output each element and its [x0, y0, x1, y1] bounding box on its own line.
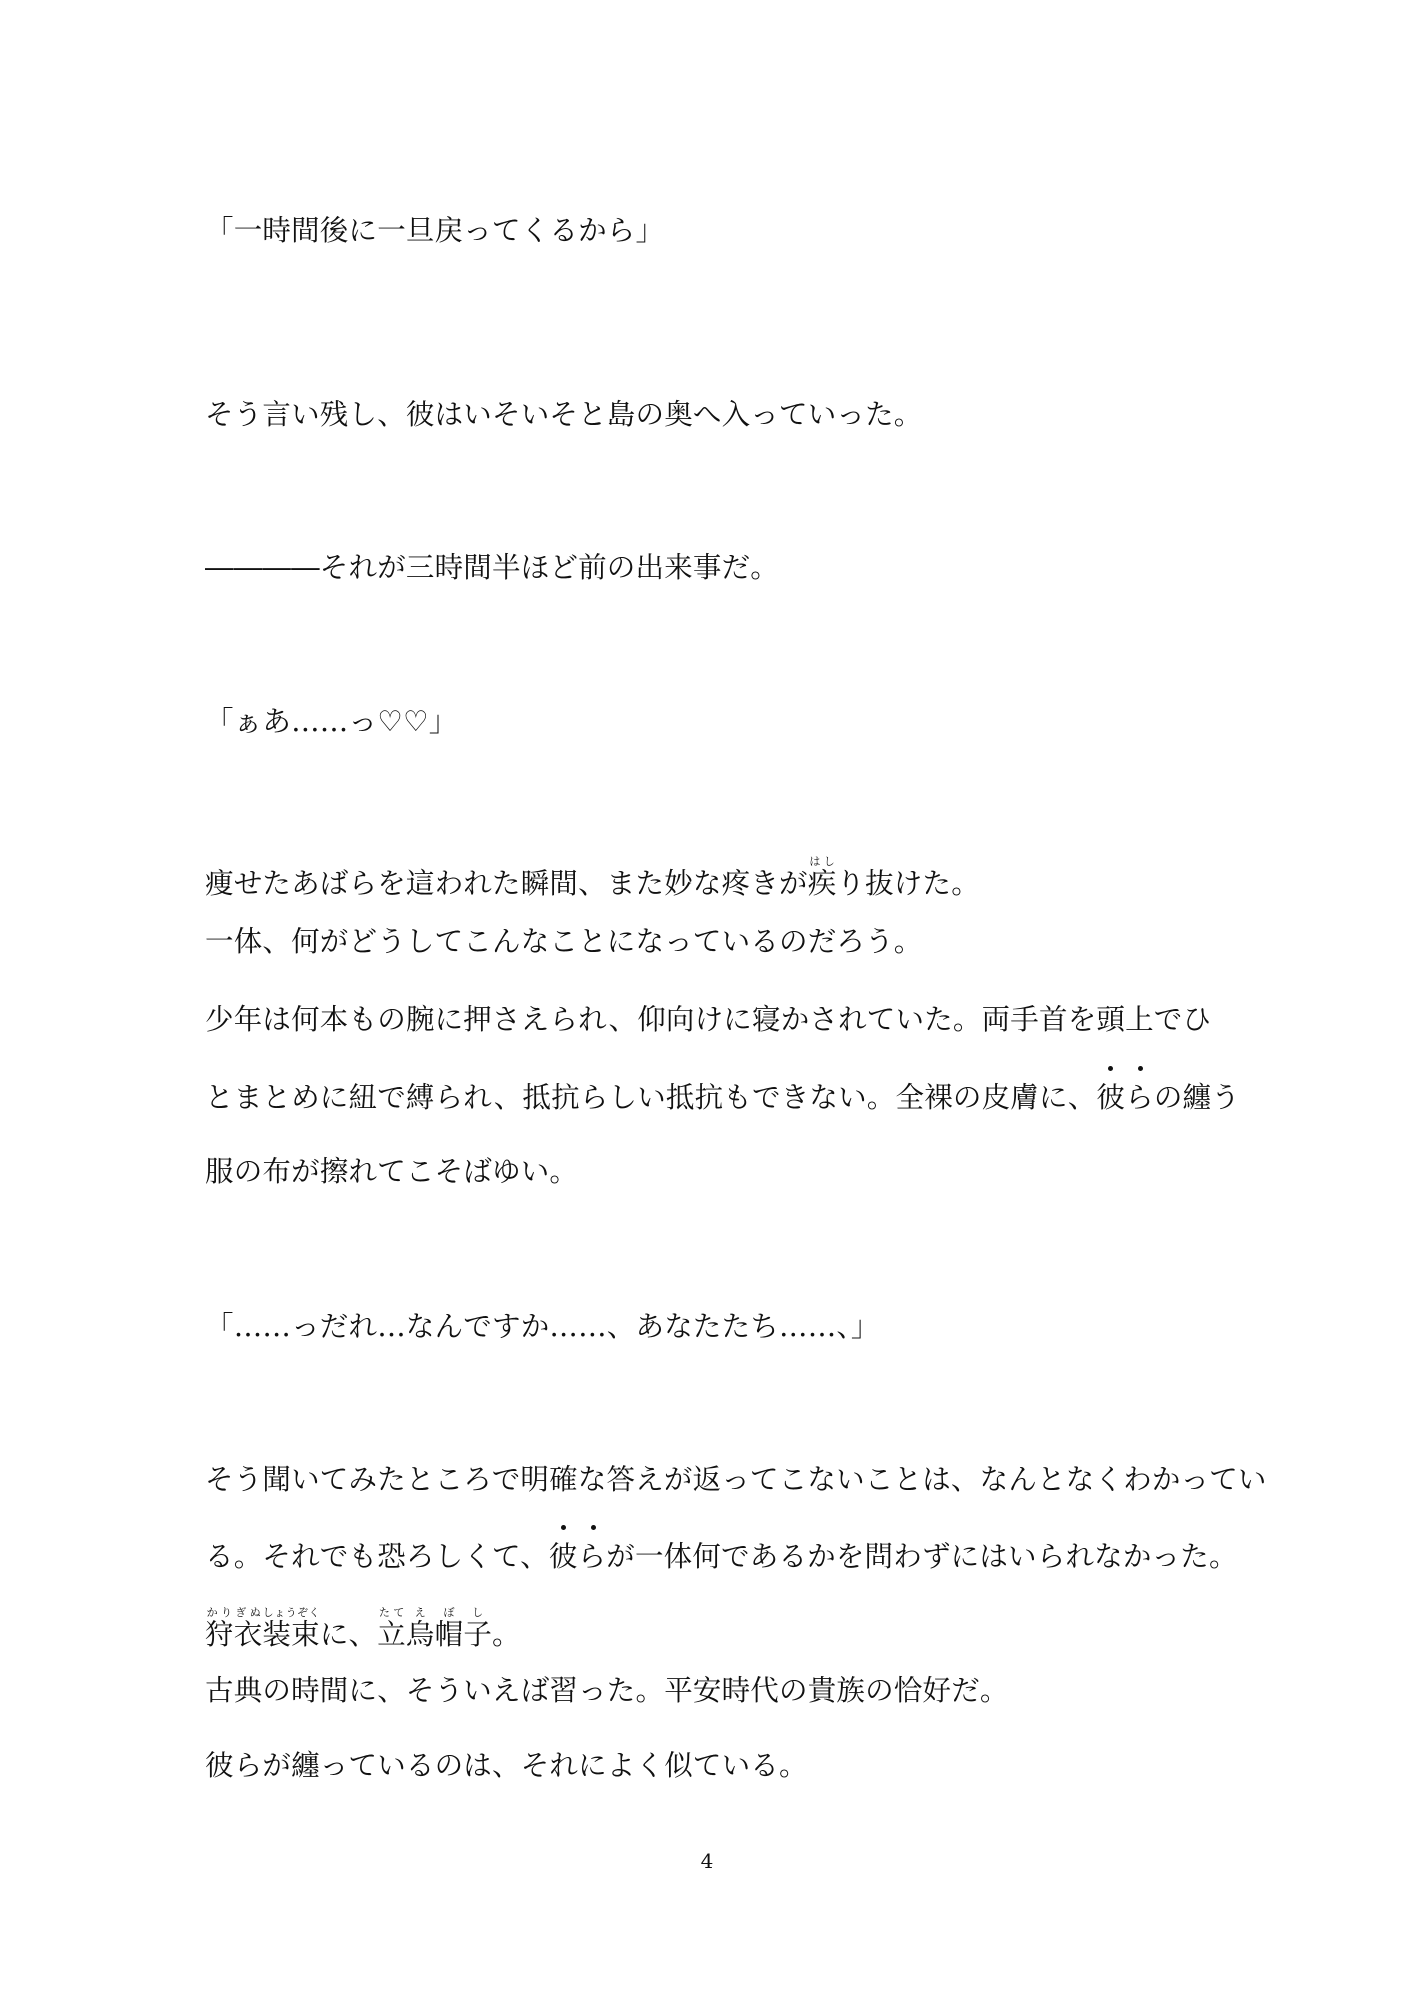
narration-line-15 [205, 1746, 1235, 1786]
text: 一体、何がどうしてこんなことになっているのだろう。 [205, 925, 923, 958]
text: ――――それが三時間半ほど前の出来事だ。 [205, 551, 780, 584]
text: る。それでも恐ろしくて、 [205, 1540, 549, 1573]
text: り抜けた。 [836, 867, 980, 900]
text: 「ぁあ……っ♡♡」 [205, 705, 458, 738]
dialogue-line-1 [205, 211, 1235, 251]
text: 「一時間後に一旦戻ってくるから」 [205, 214, 665, 247]
narration-line-7 [205, 1000, 1235, 1040]
ruby-kariginu: 狩衣かりぎぬ [205, 1606, 263, 1651]
ruby-tate: 立たて [377, 1606, 406, 1651]
dialogue-line-10 [205, 1307, 1235, 1347]
ruby-shouzoku: 装束しょうぞく [262, 1606, 320, 1651]
text: に、 [319, 1618, 378, 1651]
text: 服の布が擦れてこそばゆい。 [205, 1155, 579, 1188]
ruby-eboshi: 烏帽子えぼし [405, 1606, 493, 1651]
text: 少年は何本もの腕に押さえられ、仰向けに寝かされていた。両手首を頭上でひ [205, 1003, 1212, 1036]
text: が一体何であるかを問わずにはいられなかった。 [606, 1540, 1238, 1573]
text: 彼らが纏っているのは、それによく似ている。 [205, 1749, 808, 1782]
ruby-hashi: 疾はし [807, 855, 837, 900]
narration-line-2 [205, 395, 1235, 435]
narration-line-9 [205, 1152, 1235, 1192]
text: 「……っだれ…なんですか……、あなたたち……、」 [205, 1310, 880, 1343]
text: そう聞いてみたところで明確な答えが返ってこないことは、なんとなくわかってい [205, 1463, 1267, 1496]
page-number: 4 [700, 1849, 714, 1873]
text: そう言い残し、彼はいそいそと島の奥へ入っていった。 [205, 398, 923, 431]
text: とまとめに紐で縛られ、抵抗らしい抵抗もできない。全裸の皮膚に、 [205, 1081, 1097, 1114]
narration-line-11 [205, 1460, 1267, 1500]
narration-line-3 [205, 548, 1235, 588]
narration-line-13 [205, 1606, 1235, 1655]
text: の纏う [1153, 1081, 1240, 1114]
narration-line-5 [205, 855, 1235, 904]
text: 。 [492, 1618, 521, 1651]
narration-line-12 [205, 1537, 1238, 1577]
dialogue-line-4 [205, 702, 1235, 742]
emphasis-karera: 彼ら [549, 1537, 606, 1577]
emphasis-karera: 彼ら [1096, 1078, 1153, 1118]
narration-line-14 [205, 1671, 1235, 1711]
text: 古典の時間に、そういえば習った。平安時代の貴族の恰好だ。 [205, 1674, 1009, 1707]
narration-line-8 [205, 1078, 1240, 1118]
narration-line-6 [205, 922, 1235, 962]
text: 痩せたあばらを這われた瞬間、また妙な疼きが [205, 867, 808, 900]
